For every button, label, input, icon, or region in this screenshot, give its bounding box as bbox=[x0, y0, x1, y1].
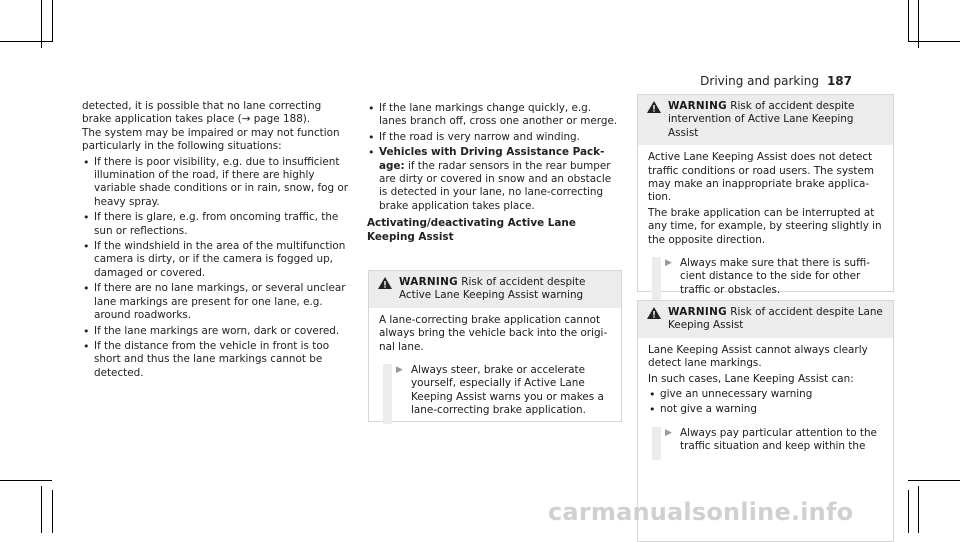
action-step bbox=[383, 364, 613, 418]
warning-label: WARNING bbox=[668, 306, 727, 318]
list-item: • If the windshield in the area of the multifunction camera is dirty, or if the camera is fogged up, damaged or covered. bbox=[82, 240, 350, 280]
page-header bbox=[700, 74, 852, 88]
action-bar bbox=[383, 364, 392, 424]
crop-mark bbox=[908, 41, 960, 42]
watermark: carmanualsonline.info bbox=[548, 498, 854, 526]
list-item: • give an unnecessary warning bbox=[648, 388, 885, 401]
play-arrow-icon: ▶ bbox=[396, 365, 403, 376]
vehicles-label: Vehicles with Driving Assistance Package: bbox=[379, 146, 605, 172]
list-item: • If the road is very narrow and winding. bbox=[367, 131, 621, 144]
warning-text: The brake application can be interrupted at any time, for example, by steering slightly in the opposite direction. bbox=[648, 206, 882, 246]
warning-box bbox=[368, 270, 622, 422]
list-item: • If there is glare, e.g. from oncoming traffic, the sun or reflections. bbox=[82, 211, 350, 238]
play-arrow-icon: ▶ bbox=[665, 427, 672, 438]
crop-mark bbox=[0, 41, 52, 42]
warning-header bbox=[369, 271, 621, 308]
crop-mark bbox=[908, 0, 909, 42]
action-bar bbox=[652, 427, 661, 460]
column-1 bbox=[82, 100, 350, 380]
column-2 bbox=[367, 100, 621, 244]
warning-header bbox=[638, 95, 893, 145]
section-heading: Activating/deactivating Active Lane Keeping Assist bbox=[367, 217, 576, 243]
action-step bbox=[652, 427, 885, 454]
warning-text: Active Lane Keeping Assist does not detect traffic conditions or road users. The system may make an inappropriate brake application. bbox=[648, 151, 875, 204]
action-text: Always make sure that there is sufficient distance to the side for other traffic or obstacles. bbox=[680, 257, 870, 296]
action-step bbox=[652, 257, 885, 297]
warning-text: A lane-correcting brake application cannot always bring the vehicle back into the original lane. bbox=[379, 313, 608, 353]
warning-body bbox=[638, 145, 893, 305]
crop-mark bbox=[41, 486, 42, 533]
intro-text-2: The system may be impaired or may not function particularly in the following situations: bbox=[82, 126, 340, 153]
warning-label: WARNING bbox=[668, 100, 727, 112]
list-item-vehicles bbox=[367, 146, 621, 213]
list-item: • If the distance from the vehicle in front is too short and thus the lane markings cannot be detected. bbox=[82, 340, 350, 380]
section-title: Driving and parking bbox=[700, 74, 819, 88]
warning-triangle-icon bbox=[378, 277, 392, 289]
warning-title: Risk of accident despite Lane Keeping Assist bbox=[668, 306, 883, 332]
action-text: Always pay particular attention to the traffic situation and keep within the bbox=[680, 426, 877, 453]
warning-triangle-icon bbox=[647, 307, 661, 319]
crop-mark bbox=[52, 0, 53, 42]
warning-header bbox=[638, 301, 893, 338]
warning-triangle-icon bbox=[647, 101, 661, 113]
warning-title: Risk of accident despite Active Lane Keeping Assist warning bbox=[399, 276, 586, 302]
crop-mark bbox=[0, 480, 52, 481]
vehicles-text: if the radar sensors in the rear bumper are dirty or covered in snow and an obstacle is detected in your lane, no lane-correcting brake application takes place. bbox=[379, 159, 612, 212]
warning-label: WARNING bbox=[399, 276, 458, 288]
play-arrow-icon: ▶ bbox=[665, 258, 672, 269]
warning-body bbox=[638, 338, 893, 462]
crop-mark bbox=[52, 490, 53, 533]
action-bar bbox=[652, 257, 661, 303]
list-item: • If the lane markings are worn, dark or covered. bbox=[82, 325, 350, 338]
warning-box-1 bbox=[637, 94, 894, 296]
list-item: • If there are no lane markings, or several unclear lane markings are present for one lane, e.g. around roadworks. bbox=[82, 282, 350, 322]
page-number: 187 bbox=[826, 74, 852, 88]
warning-text: In such cases, Lane Keeping Assist can: bbox=[648, 372, 854, 385]
warning-body bbox=[369, 308, 621, 426]
warning-text: Lane Keeping Assist cannot always clearly detect lane markings. bbox=[648, 343, 868, 370]
action-text: Always steer, brake or accelerate yourself, especially if Active Lane Keeping Assist warns you or makes a lane-correcting brake application. bbox=[411, 364, 604, 417]
list-item: • If the lane markings change quickly, e.g. lanes branch off, cross one another or merge. bbox=[367, 102, 621, 129]
crop-mark bbox=[908, 480, 960, 481]
list-item: • not give a warning bbox=[648, 403, 885, 416]
list-item: • If there is poor visibility, e.g. due to insufficient illumination of the road, if there are highly variable shade conditions or in rain, snow, fog or heavy spray. bbox=[82, 156, 350, 210]
crop-mark bbox=[908, 490, 909, 533]
crop-mark bbox=[918, 486, 919, 533]
intro-text: detected, it is possible that no lane correcting brake application takes place (→ page 188). bbox=[82, 100, 322, 126]
warning-title: Risk of accident despite intervention of Active Lane Keeping Assist bbox=[668, 100, 855, 139]
